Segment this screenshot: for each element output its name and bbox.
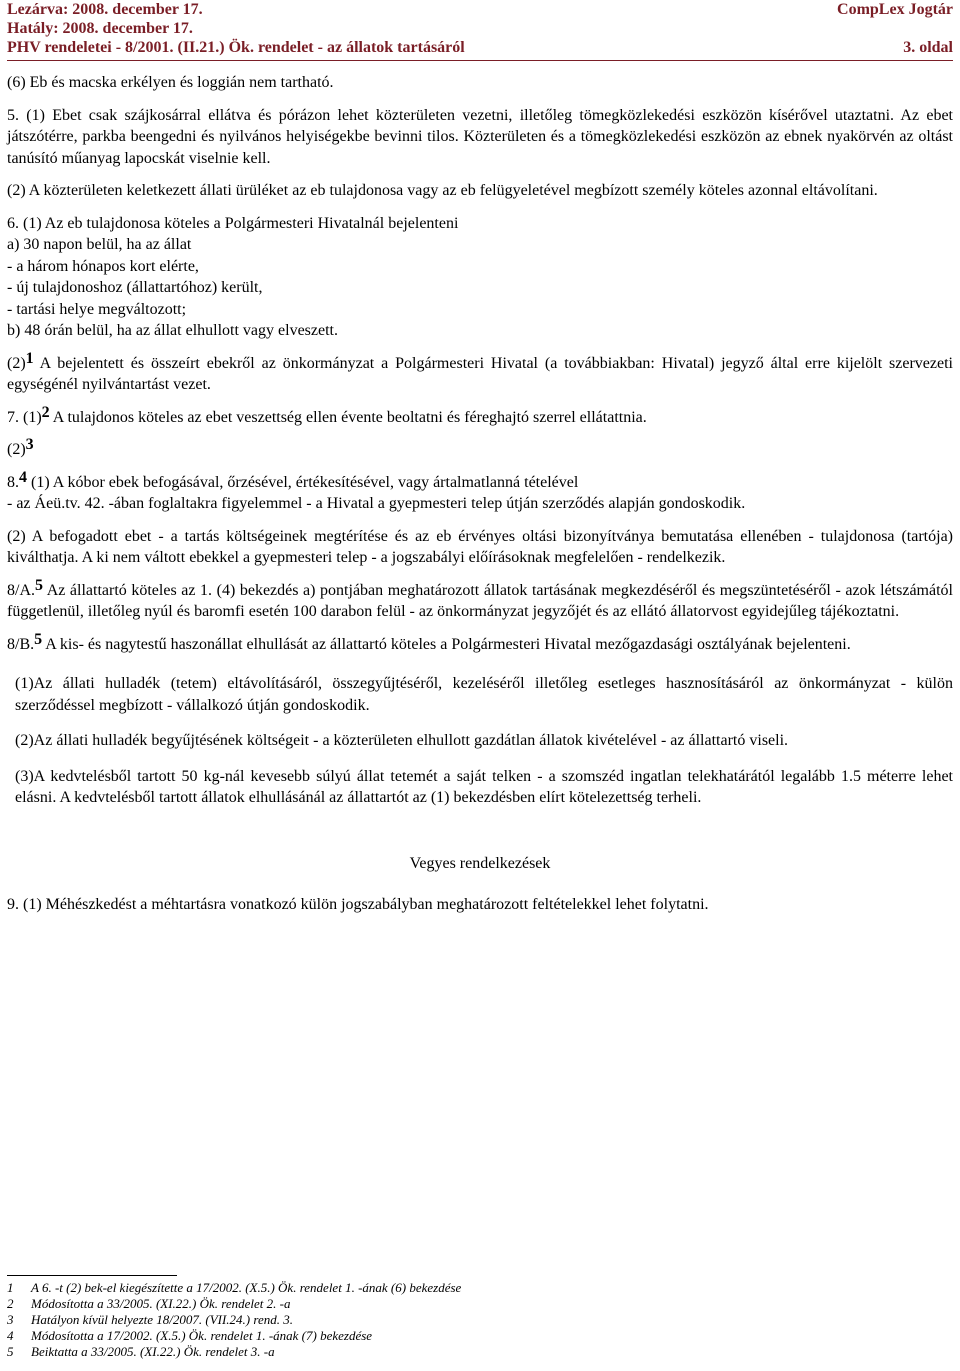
footnote bbox=[7, 1328, 461, 1344]
page-number: 3. oldal bbox=[903, 39, 953, 56]
footnote bbox=[7, 1344, 461, 1360]
footnote-ref[interactable]: 3 bbox=[25, 436, 34, 453]
paragraph-1: (6) Eb és macska erkélyen és loggián nem tartható. bbox=[7, 74, 334, 91]
footnote-number: 1 bbox=[7, 1280, 14, 1295]
footnote-text: Módosította a 17/2002. (X.5.) Ök. rendelet 1. -ának (7) bekezdése bbox=[31, 1328, 373, 1343]
list-line: - új tulajdonoshoz (állattartóhoz) került, bbox=[7, 279, 263, 296]
footnote-ref[interactable]: 5 bbox=[34, 630, 43, 648]
paragraph-text: A tulajdonos köteles az ebet veszettség ellen évente beoltatni és féreghajtó szerrel ellátattnia. bbox=[49, 408, 647, 426]
document-body bbox=[7, 72, 953, 927]
paragraph-prefix: 7. (1) bbox=[7, 408, 42, 426]
paragraph-12: (1)Az állati hulladék (tetem) eltávolításáról, összegyűjtéséről, kezeléséről illetőleg esetleges hasznosításáról az önkormányzat - külön szerződéssel megbízott - vállalkozó útján gondoskodik. bbox=[15, 675, 953, 714]
list-line: - tartási helye megváltozott; bbox=[7, 300, 187, 318]
paragraph-prefix: 8/B. bbox=[7, 635, 35, 653]
paragraph-text: (1) A kóbor ebek befogásával, őrzésével, értékesítésével, vagy ártalmatlanná tételével bbox=[27, 473, 579, 491]
paragraph-text: A bejelentett és összeírt ebekről az önkormányzat a Polgármesteri Hivatal (a továbbiakban: Hivatal) jegyző által erre kijelölt szervezeti egységénél nyilvántartást vezet. bbox=[7, 354, 953, 393]
paragraph-6 bbox=[7, 403, 953, 429]
section-title: Vegyes rendelkezések bbox=[409, 854, 551, 872]
document-title: PHV rendeletei - 8/2001. (II.21.) Ök. rendelet - az állatok tartásáról bbox=[7, 39, 465, 56]
paragraph-15: 9. (1) Méhészkedést a méhtartásra vonatkozó külön jogszabályban meghatározott feltételekkel lehet folytatni. bbox=[7, 896, 709, 913]
paragraph-text: A kis- és nagytestű haszonállat elhullását az állattartó köteles a Polgármesteri Hivatal mezőgazdasági osztályának bejelenteni. bbox=[42, 635, 851, 653]
footnote-ref[interactable]: 1 bbox=[25, 349, 34, 367]
paragraph-8 bbox=[7, 468, 953, 515]
footnote-number: 3 bbox=[7, 1312, 14, 1327]
paragraph-prefix: (2) bbox=[7, 441, 26, 458]
paragraph-prefix: 8/A. bbox=[7, 581, 35, 599]
paragraph-7 bbox=[7, 436, 953, 461]
paragraph-line bbox=[7, 468, 953, 494]
paragraph-11 bbox=[7, 630, 953, 656]
paragraph-text: Az állattartó köteles az 1. (4) bekezdés a) pontjában meghatározott állatok tartásának megkezdéséről és megszüntetéséről - azok létszámától függetlenül, illetőleg nyúl és baromfi esetén 100 darabon felül - az önkormányzat jegyzőjét és az ellátó állatorvost egyidejűleg tájékoztatni. bbox=[7, 581, 953, 620]
list-line: 6. (1) Az eb tulajdonosa köteles a Polgármesteri Hivatalnál bejelenteni bbox=[7, 214, 459, 232]
header-rule bbox=[7, 60, 953, 61]
paragraph-line: - az Áeü.tv. 42. -ában foglaltakra figyelemmel - a Hivatal a gyepmesteri telep útján szerződés alapján gondoskodik. bbox=[7, 495, 746, 512]
list-line: b) 48 órán belül, ha az állat elhullott vagy elveszett. bbox=[7, 322, 338, 339]
list-line: - a három hónapos kort elérte, bbox=[7, 257, 199, 275]
paragraph-2: 5. (1) Ebet csak szájkosárral ellátva és pórázon lehet közterületen vezetni, illetőleg tömegközlekedési eszközön kísérővel utaztatni. Az ebet játszótérre, parkba beengedni és nyilvános helyiségekbe bevinni tilos. Közterületen és a tömegközlekedési eszközön az ebnek nyakörvén az oltást tanúsító műanyag lapocskát viselnie kell. bbox=[7, 106, 953, 167]
paragraph-9: (2) A befogadott ebet - a tartás költségeinek megtérítése és az eb érvényes oltási bizonyítványa bemutatása ellenében - tulajdonosa (tartója) kiválthatja. A ki nem váltott ebekkel a gyepmesteri telep - a jogszabályi előírásoknak megfelelően - rendelkezik. bbox=[7, 527, 953, 566]
paragraph-13: (2)Az állati hulladék begyűjtésének költségeit - a közterületen elhullott gazdátlan állatok kivételével - az állattartó viseli. bbox=[15, 732, 789, 749]
footnote-text: Módosította a 33/2005. (XI.22.) Ök. rendelet 2. -a bbox=[31, 1296, 291, 1311]
closed-date: Lezárva: 2008. december 17. bbox=[7, 1, 203, 18]
footnote-text: Beiktatta a 33/2005. (XI.22.) Ök. rendelet 3. -a bbox=[31, 1344, 275, 1359]
paragraph-5 bbox=[7, 349, 953, 396]
footnote bbox=[7, 1296, 461, 1312]
paragraph-prefix: (2) bbox=[7, 354, 26, 372]
footnote-rule bbox=[7, 1275, 177, 1276]
paragraph-14: (3)A kedvtelésből tartott 50 kg-nál kevesebb súlyú állat tetemét a saját telken - a szomszéd ingatlan telekhatárától legalább 1.5 méterre lehet elásni. A kedvtelésből tartott állatok elhullásánál az állattartót az (1) bekezdésben elírt kötelezettség terheli. bbox=[15, 767, 953, 806]
footnote-number: 4 bbox=[7, 1328, 14, 1343]
paragraph-4 bbox=[7, 213, 953, 342]
footnote-text: A 6. -t (2) bek-el kiegészítette a 17/2002. (X.5.) Ök. rendelet 1. -ának (6) bekezdése bbox=[31, 1280, 462, 1295]
footnote-text: Hatályon kívül helyezte 18/2007. (VII.24.) rend. 3. bbox=[31, 1312, 293, 1327]
paragraph-prefix: 8. bbox=[7, 473, 19, 491]
list-line: a) 30 napon belül, ha az állat bbox=[7, 236, 192, 253]
footnote-number: 2 bbox=[7, 1296, 14, 1311]
footnote-number: 5 bbox=[7, 1344, 14, 1359]
footnote-ref[interactable]: 4 bbox=[19, 468, 27, 486]
footnote bbox=[7, 1280, 461, 1296]
effective-date: Hatály: 2008. december 17. bbox=[7, 20, 193, 37]
paragraph-3: (2) A közterületen keletkezett állati ürüléket az eb tulajdonosa vagy az eb felügyeletével megbízott személy köteles azonnal eltávolítani. bbox=[7, 182, 878, 199]
brand-name: CompLex Jogtár bbox=[837, 1, 953, 18]
footnote-ref[interactable]: 5 bbox=[35, 576, 43, 594]
paragraph-10 bbox=[7, 576, 953, 623]
footnotes bbox=[7, 1280, 461, 1360]
footnote bbox=[7, 1312, 461, 1328]
page-header bbox=[7, 0, 953, 57]
footnote-ref[interactable]: 2 bbox=[41, 403, 50, 421]
